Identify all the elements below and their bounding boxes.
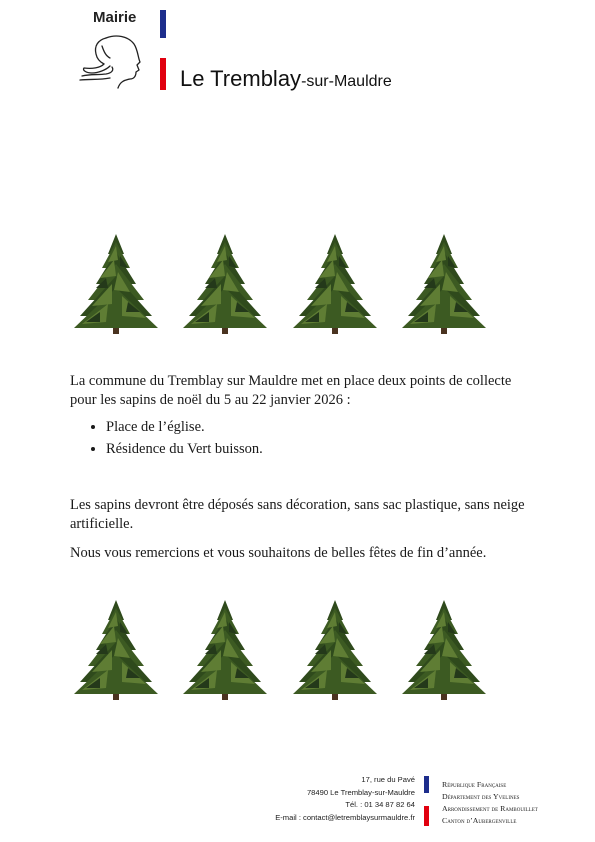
trees-row-top — [70, 232, 490, 336]
christmas-tree-icon — [398, 232, 490, 336]
tricolor-flag-icon — [424, 776, 429, 826]
republic-block — [442, 779, 538, 827]
republic-line: République Française — [442, 780, 507, 789]
collection-points-list — [88, 418, 263, 462]
christmas-tree-icon — [289, 598, 381, 702]
tricolor-flag-icon — [160, 10, 166, 90]
town-name — [180, 66, 392, 92]
town-name-main: Le Tremblay — [180, 66, 302, 91]
town-hall-address — [275, 774, 415, 824]
canton-line: Canton d’Aubergenville — [442, 816, 517, 825]
list-item: • Résidence du Vert buisson. — [106, 440, 263, 459]
mairie-label: Mairie — [93, 9, 137, 26]
marianne-icon — [76, 32, 148, 90]
greetings-paragraph: Nous vous remercions et vous souhaitons de belles fêtes de fin d’année. — [70, 545, 487, 561]
announcement-paragraph: La commune du Tremblay sur Mauldre met en place deux points de collecte pour les sapins de noël du 5 au 22 janvier 2026 : — [70, 373, 512, 408]
christmas-tree-icon — [70, 232, 162, 336]
instructions-paragraph: Les sapins devront être déposés sans décoration, sans sac plastique, sans neige artificielle. — [70, 497, 525, 532]
town-name-suffix: -sur-Mauldre — [301, 73, 392, 90]
christmas-tree-icon — [179, 598, 271, 702]
christmas-tree-icon — [398, 598, 490, 702]
address-street: 17, rue du Pavé — [361, 775, 415, 784]
trees-row-bottom — [70, 598, 490, 702]
department-line: Département des Yvelines — [442, 792, 520, 801]
christmas-tree-icon — [179, 232, 271, 336]
address-phone: Tél. : 01 34 87 82 64 — [345, 800, 415, 809]
list-item: • Place de l’église. — [106, 418, 263, 437]
christmas-tree-icon — [289, 232, 381, 336]
address-city: 78490 Le Tremblay-sur-Mauldre — [306, 787, 415, 797]
address-email: E-mail : contact@letremblaysurmauldre.fr — [275, 812, 415, 822]
christmas-tree-icon — [70, 598, 162, 702]
arrondissement-line: Arrondissement de Rambouillet — [442, 804, 538, 813]
